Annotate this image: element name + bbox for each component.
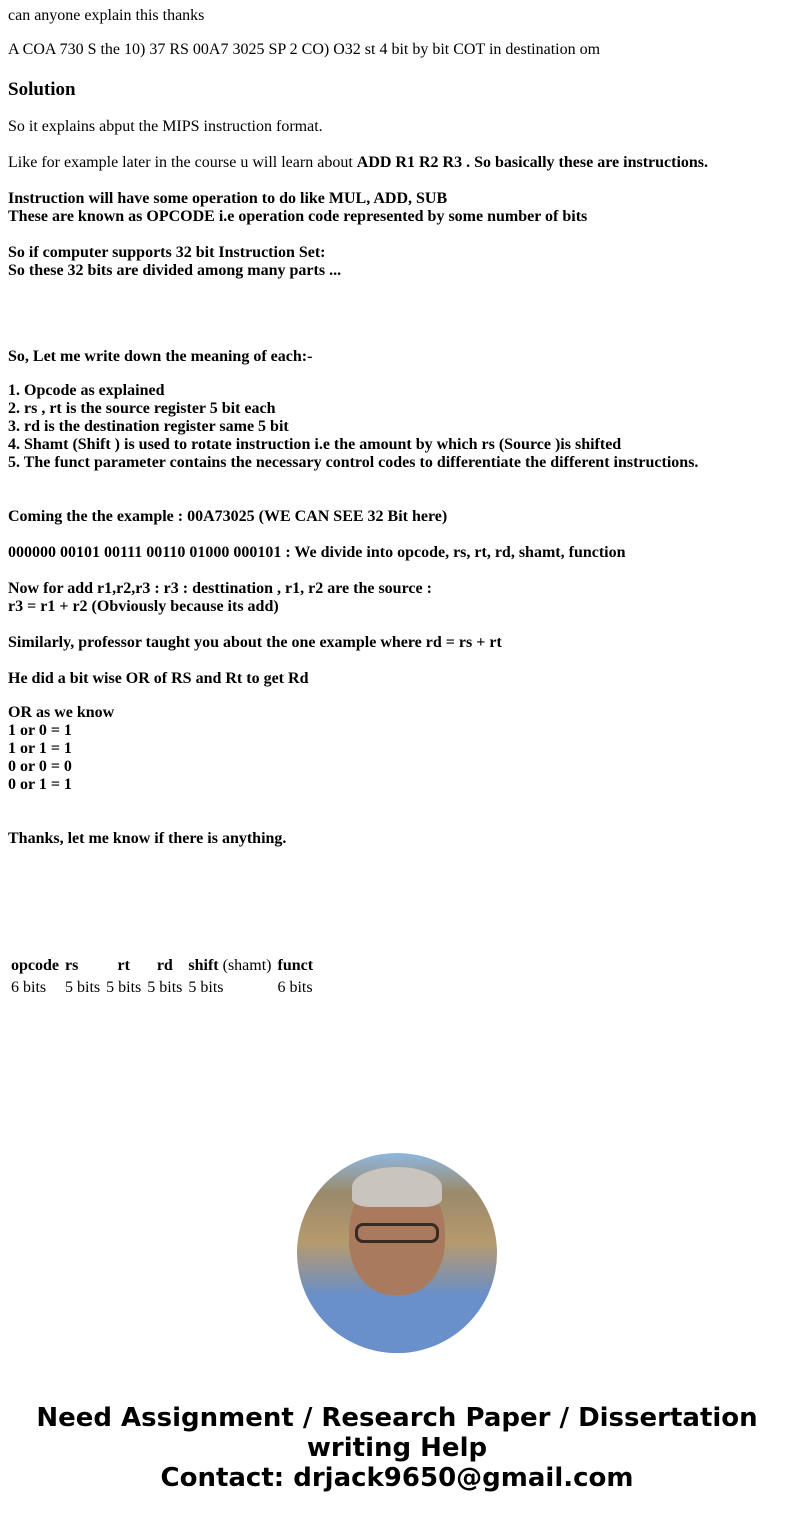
- bits-shamt: 5 bits: [188, 979, 224, 996]
- header-funct: funct: [277, 957, 314, 974]
- example-prefix: Like for example later in the course u will learn about: [8, 154, 357, 171]
- solution-line: 1. Opcode as explained: [8, 382, 165, 399]
- solution-line: Similarly, professor taught you about the one example where rd = rs + rt: [8, 634, 502, 651]
- bits-rt: 5 bits: [106, 979, 142, 996]
- promo-footer: [0, 1403, 794, 1493]
- solution-line: 3. rd is the destination register same 5 bit: [8, 418, 289, 435]
- solution-line: Now for add r1,r2,r3 : r3 : desttination , r1, r2 are the source :: [8, 580, 432, 597]
- header-shift: shift: [188, 957, 219, 974]
- solution-line: So, Let me write down the meaning of each:-: [8, 348, 313, 365]
- solution-line: 5. The funct parameter contains the necessary control codes to differentiate the different instructions.: [8, 454, 699, 471]
- solution-line: 1 or 1 = 1: [8, 740, 72, 757]
- solution-line: He did a bit wise OR of RS and Rt to get Rd: [8, 670, 309, 687]
- solution-line: 4. Shamt (Shift ) is used to rotate instruction i.e the amount by which rs (Source )is shifted: [8, 436, 622, 453]
- bits-funct: 6 bits: [277, 979, 313, 996]
- solution-line: Instruction will have some operation to do like MUL, ADD, SUB: [8, 190, 448, 207]
- solution-line: So if computer supports 32 bit Instruction Set:: [8, 244, 326, 261]
- solution-line: OR as we know: [8, 704, 115, 721]
- footer-line-2: writing Help: [306, 1433, 488, 1463]
- mips-format-table: [8, 955, 316, 999]
- header-shamt-note: (shamt): [222, 957, 272, 974]
- author-photo: [297, 1153, 497, 1353]
- photo-shirt: [297, 1293, 497, 1353]
- solution-line: 000000 00101 00111 00110 01000 000101 : We divide into opcode, rs, rt, rd, shamt, function: [8, 544, 626, 561]
- example-bold: ADD R1 R2 R3 . So basically these are instructions.: [356, 154, 709, 171]
- footer-line-1: Need Assignment / Research Paper / Dissertation: [36, 1403, 758, 1433]
- solution-line: 0 or 1 = 1: [8, 776, 72, 793]
- bits-rd: 5 bits: [147, 979, 183, 996]
- bits-rs: 5 bits: [65, 979, 101, 996]
- solution-example: [8, 154, 708, 172]
- header-rt: rt: [117, 957, 130, 974]
- question-line-1: can anyone explain this thanks: [8, 7, 205, 24]
- table-row: [8, 977, 316, 999]
- solution-line: So these 32 bits are divided among many parts ...: [8, 262, 342, 279]
- table-header-row: [8, 955, 316, 977]
- question-line-2: A COA 730 S the 10) 37 RS 00A7 3025 SP 2 CO) O32 st 4 bit by bit COT in destination om: [8, 41, 601, 58]
- footer-contact: Contact: drjack9650@gmail.com: [160, 1463, 634, 1493]
- solution-line: Coming the the example : 00A73025 (WE CAN SEE 32 Bit here): [8, 508, 448, 525]
- solution-line: 0 or 0 = 0: [8, 758, 72, 775]
- header-rd: rd: [156, 957, 173, 974]
- photo-hair: [352, 1167, 442, 1207]
- solution-line: Thanks, let me know if there is anything.: [8, 830, 287, 847]
- header-opcode: opcode: [11, 957, 59, 974]
- solution-intro: So it explains abput the MIPS instruction format.: [8, 118, 323, 135]
- header-rs: rs: [65, 957, 79, 974]
- bits-opcode: 6 bits: [11, 979, 47, 996]
- solution-line: 2. rs , rt is the source register 5 bit each: [8, 400, 276, 417]
- solution-line: These are known as OPCODE i.e operation code represented by some number of bits: [8, 208, 588, 225]
- photo-glasses: [355, 1223, 439, 1243]
- solution-line: 1 or 0 = 1: [8, 722, 72, 739]
- solution-heading: Solution: [8, 79, 76, 100]
- solution-line: r3 = r1 + r2 (Obviously because its add): [8, 598, 279, 615]
